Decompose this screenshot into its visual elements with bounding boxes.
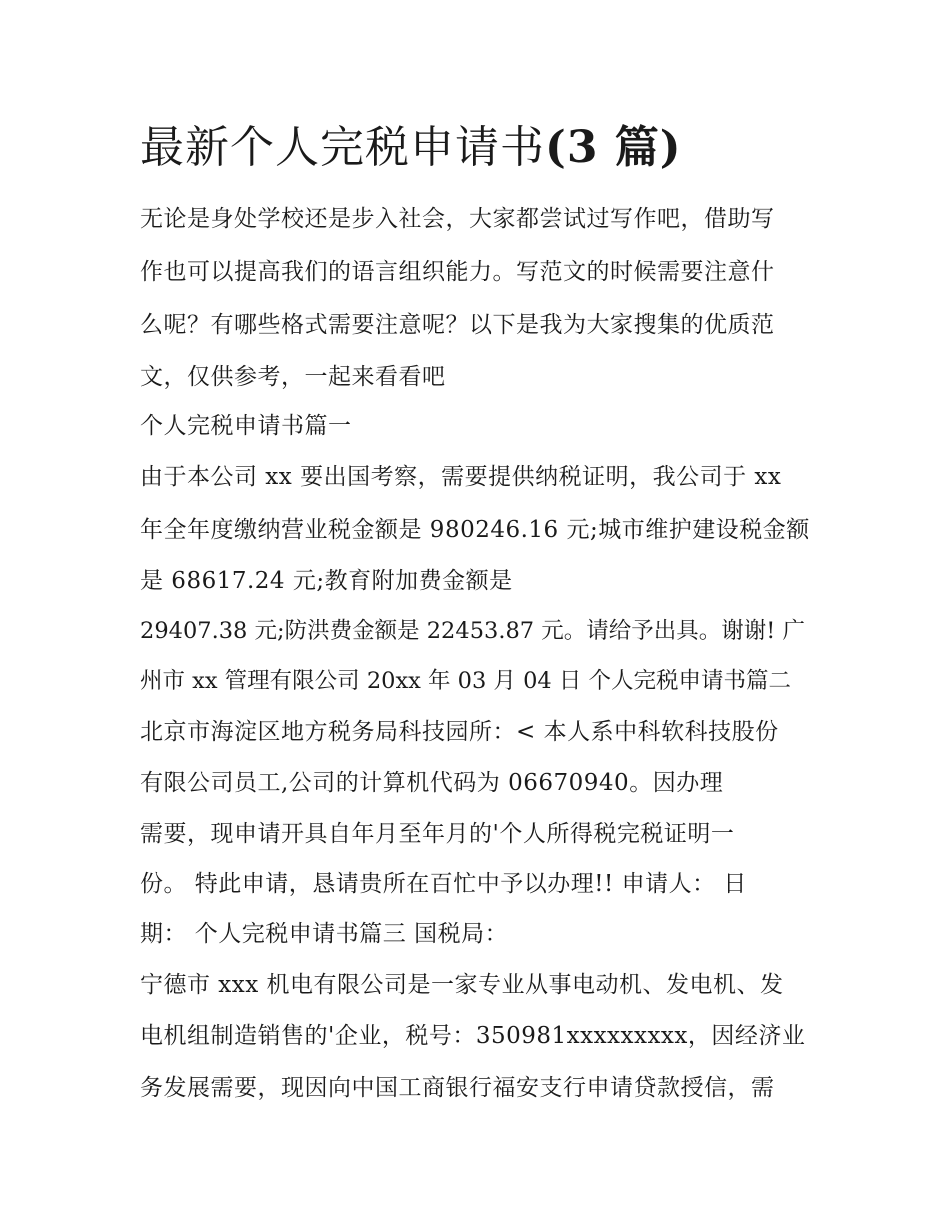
body-line: 州市 xx 管理有限公司 20xx 年 03 月 04 日 个人完税申请书篇二 — [140, 668, 792, 694]
body-line: 务发展需要，现因向中国工商银行福安支行申请贷款授信，需 — [140, 1075, 775, 1101]
body-line: 需要，现申请开具自年月至年月的'个人所得税完税证明一 — [140, 821, 735, 847]
body-line: 29407.38 元;防洪费金额是 22453.87 元。请给予出具。谢谢! 广 — [140, 618, 805, 644]
body-line: 年全年度缴纳营业税金额是 980246.16 元;城市维护建设税金额 — [140, 517, 810, 543]
document-title-main: 最新个人完税申请书 — [140, 122, 545, 173]
body-line: 期： 个人完税申请书篇三 国税局： — [140, 921, 509, 947]
body-line: 有限公司员工,公司的计算机代码为 06670940。因办理 — [140, 770, 724, 796]
body-line: 宁德市 xxx 机电有限公司是一家专业从事电动机、发电机、发 — [140, 972, 784, 998]
document-title — [140, 118, 682, 178]
body-line: 是 68617.24 元;教育附加费金额是 — [140, 568, 513, 594]
body-line: 电机组制造销售的'企业，税号：350981xxxxxxxxx，因经济业 — [140, 1023, 806, 1049]
document-title-suffix: (3 篇) — [545, 122, 682, 173]
section-heading: 个人完税申请书篇一 — [140, 413, 352, 439]
body-line: 由于本公司 xx 要出国考察，需要提供纳税证明，我公司于 xx — [140, 464, 782, 490]
body-line: 文，仅供参考，一起来看看吧 — [140, 364, 446, 390]
body-line: 无论是身处学校还是步入社会，大家都尝试过写作吧，借助写 — [140, 206, 775, 232]
body-line: 份。 特此申请，恳请贵所在百忙中予以办理!! 申请人： 日 — [140, 871, 747, 897]
body-line: 北京市海淀区地方税务局科技园所：< 本人系中科软科技股份 — [140, 719, 779, 745]
body-line: 作也可以提高我们的语言组织能力。写范文的时候需要注意什 — [140, 259, 775, 285]
body-line: 么呢？有哪些格式需要注意呢？以下是我为大家搜集的优质范 — [140, 312, 775, 338]
